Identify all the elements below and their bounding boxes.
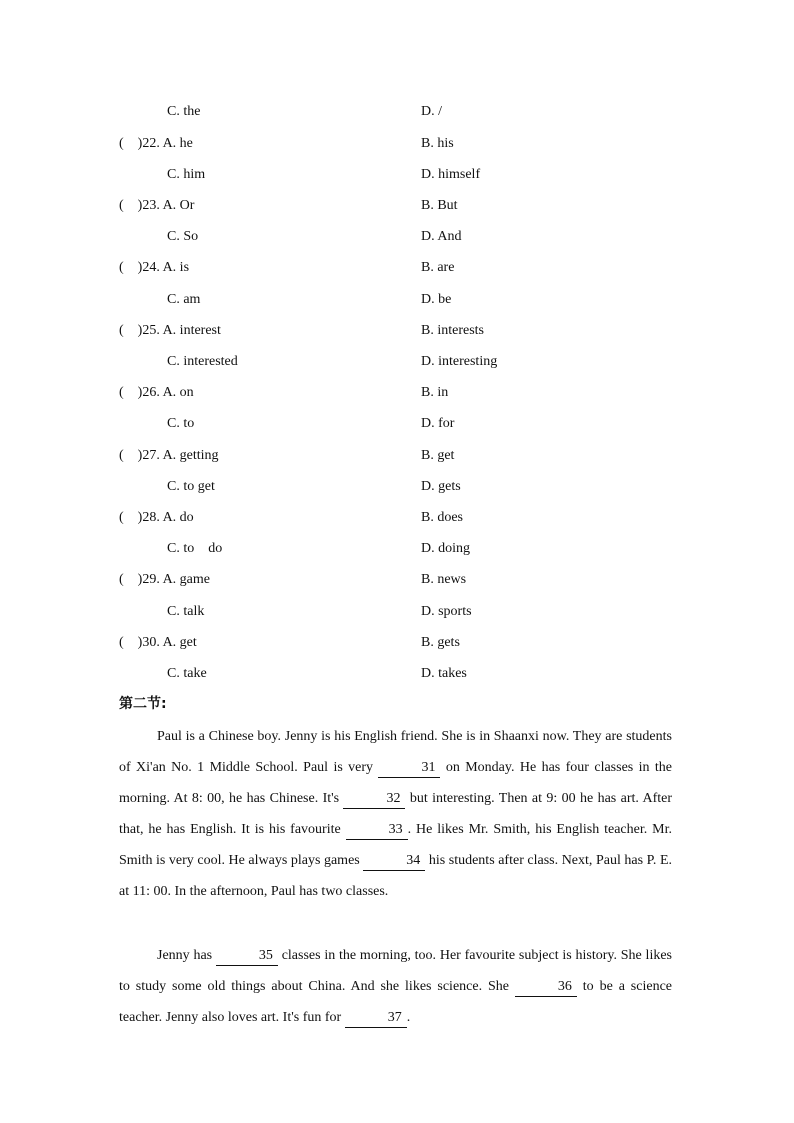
question-22-row — [0, 134, 794, 154]
blank-31[interactable]: 31 — [378, 759, 440, 778]
option-a: A. game — [162, 572, 210, 587]
question-27-row — [0, 446, 794, 466]
question-30-row — [0, 633, 794, 653]
question-num: 26. — [142, 385, 160, 400]
question-number — [119, 508, 194, 528]
answer-paren[interactable]: ( ) — [119, 198, 143, 213]
question-num: 23. — [142, 198, 160, 213]
option-a: A. Or — [162, 198, 195, 213]
passage-text: but interesting. Then at 9: 00 he has art. After that, he has English. It is his favourite — [119, 791, 672, 838]
question-25-row-cd — [0, 352, 794, 372]
answer-paren[interactable]: ( ) — [119, 510, 143, 525]
passage-text: on Monday. He has four classes in the morning. At 8: 00, he has Chinese. It's — [119, 760, 672, 807]
question-28-row — [0, 508, 794, 528]
answer-paren[interactable]: ( ) — [119, 260, 143, 275]
option-c: C. am — [167, 292, 201, 307]
passage-text: Jenny has — [157, 948, 216, 963]
question-24-row — [0, 258, 794, 278]
passage-text: his students after class. Next, Paul has P. E. at 11: 00. In the afternoon, Paul has two classes. — [119, 853, 672, 900]
question-num: 27. — [142, 448, 160, 463]
question-number — [119, 633, 197, 653]
option-d: D. gets — [421, 479, 461, 494]
option-c: C. to get — [167, 479, 215, 494]
option-c: C. to — [167, 416, 195, 431]
passage-text: . He likes Mr. Smith, his English teacher. Mr. Smith is very cool. He always plays games — [119, 822, 672, 869]
question-num: 24. — [142, 260, 160, 275]
question-num: 25. — [142, 323, 160, 338]
answer-paren[interactable]: ( ) — [119, 136, 143, 151]
question-23-row-cd — [0, 227, 794, 247]
option-b: B. get — [421, 448, 455, 463]
question-29-row-cd — [0, 602, 794, 622]
option-d: D. And — [421, 229, 462, 244]
option-b: B. in — [421, 385, 449, 400]
question-28-row-cd — [0, 539, 794, 559]
blank-37[interactable]: 37 — [345, 1009, 407, 1028]
question-num: 22. — [142, 136, 160, 151]
option-c: C. take — [167, 666, 207, 681]
option-c: C. talk — [167, 604, 205, 619]
question-number — [119, 383, 194, 403]
question-30-row-cd — [0, 664, 794, 684]
question-27-row-cd — [0, 477, 794, 497]
option-b: B. news — [421, 572, 467, 587]
option-21-c: C. the — [167, 104, 201, 119]
option-d: D. takes — [421, 666, 467, 681]
question-26-row — [0, 383, 794, 403]
option-a: A. he — [162, 136, 193, 151]
option-b: B. interests — [421, 323, 484, 338]
option-c: C. to do — [167, 541, 223, 556]
question-number — [119, 196, 194, 216]
question-22-row-cd — [0, 165, 794, 185]
option-d: D. for — [421, 416, 455, 431]
blank-34[interactable]: 34 — [363, 852, 425, 871]
option-a: A. get — [162, 635, 197, 650]
option-row-21-cd — [0, 102, 794, 122]
option-b: B. does — [421, 510, 463, 525]
answer-paren[interactable]: ( ) — [119, 635, 143, 650]
question-25-row — [0, 321, 794, 341]
question-num: 28. — [142, 510, 160, 525]
answer-paren[interactable]: ( ) — [119, 448, 143, 463]
answer-paren[interactable]: ( ) — [119, 385, 143, 400]
question-26-row-cd — [0, 414, 794, 434]
question-number — [119, 446, 219, 466]
option-c: C. So — [167, 229, 199, 244]
question-24-row-cd — [0, 290, 794, 310]
question-number — [119, 570, 210, 590]
option-d: D. sports — [421, 604, 472, 619]
passage-paragraph-1 — [119, 721, 672, 908]
option-d: D. doing — [421, 541, 470, 556]
question-number — [119, 134, 193, 154]
answer-paren[interactable]: ( ) — [119, 323, 143, 338]
question-number — [119, 258, 189, 278]
option-b: B. are — [421, 260, 455, 275]
section-title: 第二节: — [119, 696, 167, 712]
option-a: A. getting — [162, 448, 219, 463]
question-num: 30. — [142, 635, 160, 650]
blank-32[interactable]: 32 — [343, 790, 405, 809]
option-d: D. himself — [421, 167, 481, 182]
passage-text: . — [406, 1010, 411, 1026]
question-29-row — [0, 570, 794, 590]
question-number — [119, 321, 221, 341]
passage-text: classes in the morning, too. Her favourite subject is history. She likes to study some old things about China. And she likes science. She — [119, 948, 672, 995]
option-a: A. interest — [162, 323, 221, 338]
option-b: B. gets — [421, 635, 460, 650]
question-num: 29. — [142, 572, 160, 587]
option-b: B. But — [421, 198, 458, 213]
option-c: C. interested — [167, 354, 238, 369]
option-a: A. do — [162, 510, 194, 525]
passage-paragraph-2 — [119, 940, 672, 1033]
blank-33[interactable]: 33 — [346, 821, 408, 840]
option-d: D. be — [421, 292, 452, 307]
option-a: A. on — [162, 385, 194, 400]
option-21-d: D. / — [421, 104, 442, 119]
option-b: B. his — [421, 136, 454, 151]
blank-35[interactable]: 35 — [216, 947, 278, 966]
passage-text: Paul is a Chinese boy. Jenny is his English friend. She is in Shaanxi now. They are students of Xi'an No. 1 Middle School. Paul is very — [119, 729, 672, 776]
question-23-row — [0, 196, 794, 216]
option-a: A. is — [162, 260, 190, 275]
option-d: D. interesting — [421, 354, 498, 369]
blank-36[interactable]: 36 — [515, 978, 577, 997]
answer-paren[interactable]: ( ) — [119, 572, 143, 587]
option-c: C. him — [167, 167, 206, 182]
passage-text: to be a science teacher. Jenny also loves art. It's fun for — [119, 979, 673, 1026]
